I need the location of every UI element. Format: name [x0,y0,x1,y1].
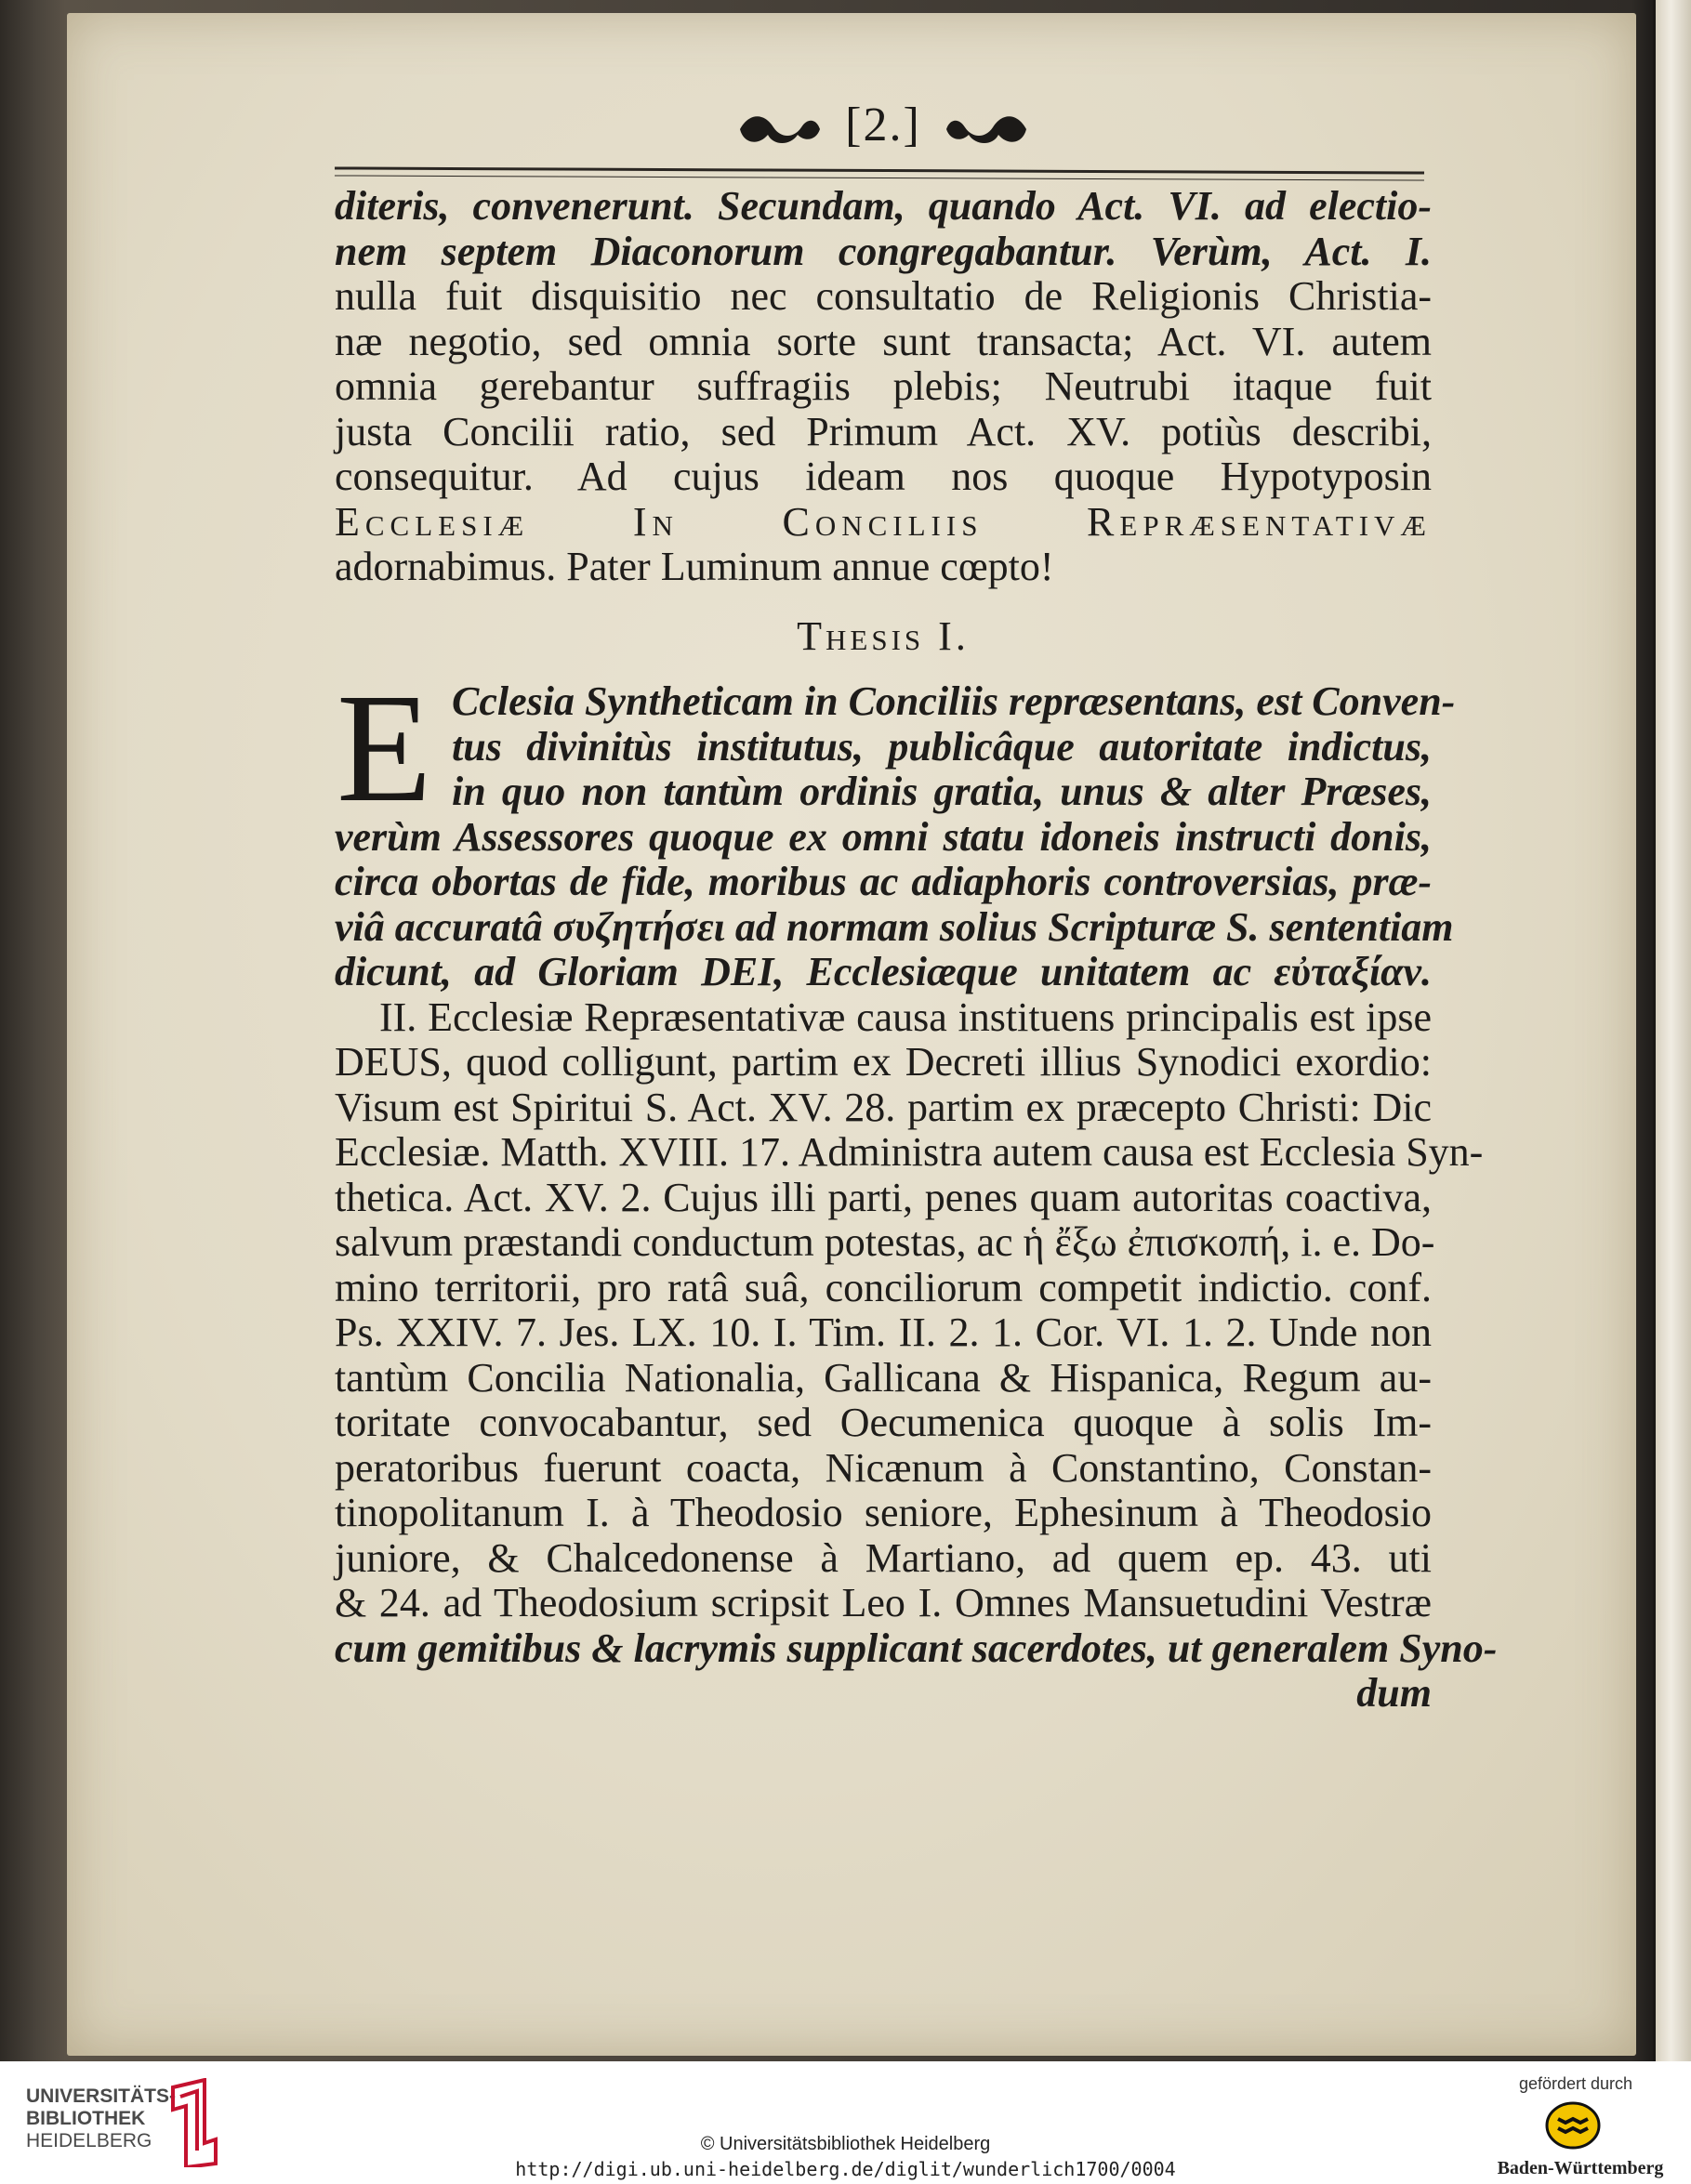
text-line: justa Concilii ratio, sed Primum Act. XV. potiùs describi, [335,408,1432,454]
text-line: Ps. XXIV. 7. Jes. LX. 10. I. Tim. II. 2. 1. Cor. VI. 1. 2. Unde non [335,1309,1432,1355]
footer-bar [0,2061,1691,2184]
text-line: tinopolitanum I. à Theodosio seniore, Ephesinum à Theodosio [335,1490,1432,1535]
text-line: viâ accuratâ συζητήσει ad normam solius Scripturæ S. sententiam [335,903,1454,950]
text-line: juniore, & Chalcedonense à Martiano, ad quem ep. 43. uti [335,1534,1432,1581]
text-line: omnia gerebantur suffragiis plebis; Neutrubi itaque fuit [335,363,1432,409]
text-line: DEUS, quod colligunt, partim ex Decreti illius Synodici exordio: [335,1039,1432,1085]
text-line-small-caps: Ecclesiæ In Conciliis Repræsentativæ [335,498,1432,545]
text-line: cum gemitibus & lacrymis supplicant sacerdotes, ut generalem Syno- [335,1625,1498,1671]
text-line: circa obortas de fide, moribus ac adiaphoris controversias, præ- [335,859,1432,904]
thesis-paragraph [335,662,1456,995]
text-line: toritate convocabantur, sed Oecumenica quoque à solis Im- [335,1400,1432,1445]
text-line: mino territorii, pro ratâ suâ, conciliorum competit indictio. conf. [335,1264,1432,1310]
left-ornament-icon [736,111,822,148]
text-line: dicunt, ad Gloriam DEI, Ecclesiæque unitatem ac εὐταξίαν. [335,949,1432,994]
text-line: tantùm Concilia Nationalia, Gallicana & Hispanica, Regum au- [335,1354,1432,1401]
funder-label: Baden-Württemberg [1497,2158,1664,2178]
running-head [335,98,1432,152]
funded-by-label: gefördert durch [1518,2074,1633,2093]
text-line: nem septem Diaconorum congregabantur. Verùm, Act. I. [335,228,1432,274]
text-line: thetica. Act. XV. 2. Cujus illi parti, penes quam autoritas coactiva, [335,1174,1432,1220]
text-line: in quo non tantùm ordinis gratia, unus & alter Præses, [452,769,1432,814]
right-ornament-icon [945,111,1030,148]
page-number: [2.] [845,99,921,151]
text-line: & 24. ad Theodosium scripsit Leo I. Omnes Mansuetudini Vestræ [335,1580,1432,1625]
text-line: verùm Assessores quoque ex omni statu idoneis instructi donis, [335,813,1432,860]
permalink-url[interactable]: http://digi.ub.uni-heidelberg.de/diglit/wunderlich1700/0004 [515,2158,1176,2180]
library-name-line: BIBLIOTHEK [26,2108,146,2129]
text-line: adornabimus. Pater Luminum annue cœpto! [335,544,1054,589]
text-line: peratoribus fuerunt coacta, Nicænum à Constantino, Constan- [335,1444,1432,1491]
thesis-heading: Thesis I. [797,612,970,659]
drop-cap: E [337,662,432,835]
text-line: diteris, convenerunt. Secundam, quando Act. VI. ad electio- [335,183,1432,229]
text-line: Ecclesiæ. Matth. XVIII. 17. Administra autem causa est Ecclesia Syn- [335,1129,1484,1175]
text-line: salvum præstandi conductum potestas, ac ἡ ἔξω ἐπισκοπή, i. e. Do- [335,1219,1435,1265]
text-line: Cclesia Syntheticam in Conciliis repræsentans, est Conven- [452,678,1456,724]
text-line: tus divinitùs institutus, publicâque autoritate indictus, [452,723,1432,770]
library-name-line: UNIVERSITÄTS- [26,2085,177,2107]
text-line: Visum est Spiritui S. Act. XV. 28. partim ex præcepto Christi: Dic [335,1084,1432,1130]
state-coat-of-arms-icon [1543,2100,1603,2151]
text-line: næ negotio, sed omnia sorte sunt transacta; Act. VI. autem [335,318,1432,364]
copyright-line: © Universitätsbibliothek Heidelberg [700,2134,991,2154]
catchword: dum [1356,1670,1432,1716]
library-name-line: HEIDELBERG [26,2130,152,2151]
text-line: consequitur. Ad cujus ideam nos quoque Hypotyposin [335,454,1432,499]
text-line: II. Ecclesiæ Repræsentativæ causa instituens principalis est ipse [379,993,1432,1040]
next-page-edge [1653,0,1691,2061]
text-line: nulla fuit disquisitio nec consultatio de Religionis Christia- [335,273,1432,319]
text-block [335,183,1498,1717]
